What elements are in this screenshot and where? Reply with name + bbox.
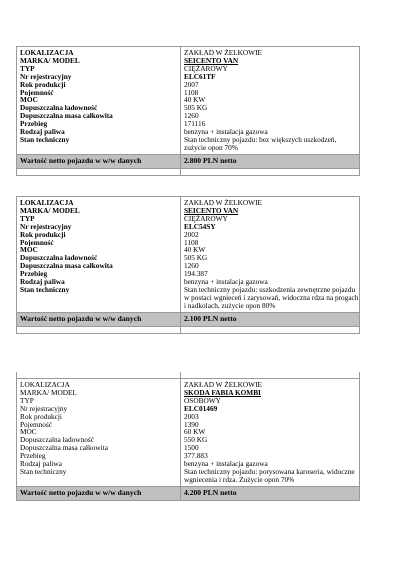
label-gross-weight: Dopuszczalna masa całkowita [20,262,113,271]
label-fuel: Rodzaj paliwa [20,460,62,468]
label-year: Rok produkcji [20,230,66,239]
vehicle-values [181,47,360,155]
total-row [17,486,360,500]
label-type: TYP [20,64,35,73]
label-registration: Nr rejestracyjny [20,72,72,81]
label-model: MARKA/ MODEL [20,206,80,215]
vehicle-details-row [17,197,360,313]
label-condition: Stan techniczny [20,467,67,476]
label-registration: Nr rejestracyjny [20,222,72,231]
value-condition: Stan techniczny pojazdu: bez większych uszkodzeń, zużycie opon 70% [184,134,337,152]
label-condition: Stan techniczny [20,285,70,294]
label-capacity: Pojemność [20,88,54,97]
value-location: ZAKŁAD W ŻELKOWIE [184,199,262,207]
value-fuel: benzyna + instalacja gazowa [184,278,268,286]
value-year: 2002 [184,230,199,239]
label-model: MARKA/ MODEL [20,56,80,65]
label-payload: Dopuszczalna ładowność [20,254,98,263]
label-capacity: Pojemność [20,238,54,247]
label-model: MARKA/ MODEL [20,388,77,397]
value-type: CIĘŻAROWY [184,214,228,223]
total-value: 2.800 PLN netto [181,154,360,168]
value-payload: 550 KG [184,436,208,445]
label-year: Rok produkcji [20,412,62,421]
value-power: 60 KW [184,428,206,437]
label-registration: Nr rejestracyjny [20,404,68,413]
label-power: MOC [20,96,38,105]
label-power: MOC [20,246,38,255]
value-type: OSOBOWY [184,396,221,405]
label-gross-weight: Dopuszczalna masa całkowita [20,444,108,453]
value-capacity: 1108 [184,88,199,97]
value-power: 40 KW [184,246,206,255]
label-condition: Stan techniczny [20,135,70,144]
value-fuel: benzyna + instalacja gazowa [184,460,268,468]
value-model: SKODA FABIA KOMBI [184,388,261,397]
value-condition: Stan techniczny pojazdu: uszkodzenia zewnętrzne pojazdu w postaci wgnieceń i zarysowań, widoczna rdza na progach i nadkolach, zużycie opon 80% [184,284,359,310]
label-mileage: Przebieg [20,120,48,129]
total-label: Wartość netto pojazdu w w/w danych [17,154,181,168]
total-row [17,154,360,168]
value-mileage: 377.883 [184,452,208,461]
total-row [17,312,360,326]
value-year: 2007 [184,80,199,89]
value-type: CIĘŻAROWY [184,64,228,73]
label-year: Rok produkcji [20,80,66,89]
label-capacity: Pojemność [20,420,53,429]
value-condition: Stan techniczny pojazdu: porysowana karoseria, widoczne wgniecenia i rdza. Zużycie opon 70% [184,466,355,484]
vehicle-labels [17,379,181,487]
total-value: 2.100 PLN netto [181,312,360,326]
value-gross-weight: 1260 [184,112,199,121]
vehicle-labels [17,47,181,155]
value-registration: ELC61TF [184,72,216,81]
spacer-row [17,168,360,175]
value-model: SEICENTO VAN [184,206,239,215]
total-label: Wartość netto pojazdu w w/w danych [17,312,181,326]
vehicle-details-row [17,47,360,155]
vehicle-values [181,197,360,313]
total-label: Wartość netto pojazdu w w/w danych [17,486,181,500]
vehicle-labels [17,197,181,313]
value-payload: 505 KG [184,254,208,263]
value-gross-weight: 1260 [184,262,199,271]
value-location: ZAKŁAD W ŻELKOWIE [184,381,262,389]
label-gross-weight: Dopuszczalna masa całkowita [20,112,113,121]
value-gross-weight: 1500 [184,444,199,453]
vehicle-details-row [17,379,360,487]
value-payload: 505 KG [184,104,208,113]
label-payload: Dopuszczalna ładowność [20,104,98,113]
spacer-row [17,326,360,333]
label-fuel: Rodzaj paliwa [20,128,65,136]
vehicle-table-3 [16,372,360,501]
label-payload: Dopuszczalna ładowność [20,436,94,445]
value-capacity: 1390 [184,420,199,429]
value-power: 40 KW [184,96,206,105]
value-model: SEICENTO VAN [184,56,239,65]
label-power: MOC [20,428,37,437]
total-value: 4.200 PLN netto [181,486,360,500]
value-location: ZAKŁAD W ŻELKOWIE [184,49,262,57]
label-location: LOKALIZACJA [20,199,74,207]
vehicle-table-2 [16,196,360,334]
value-fuel: benzyna + instalacja gazowa [184,128,268,136]
label-type: TYP [20,396,34,405]
value-year: 2003 [184,412,199,421]
label-mileage: Przebieg [20,270,48,279]
label-type: TYP [20,214,35,223]
label-location: LOKALIZACJA [20,49,74,57]
vehicle-table-1 [16,46,360,176]
value-registration: ELC54SY [184,222,216,231]
label-fuel: Rodzaj paliwa [20,278,65,286]
vehicle-values [181,379,360,487]
label-mileage: Przebieg [20,452,46,461]
label-location: LOKALIZACJA [20,381,70,389]
value-capacity: 1108 [184,238,199,247]
value-registration: ELC01469 [184,404,218,413]
value-mileage: 194.387 [184,270,208,279]
value-mileage: 171116 [184,120,206,129]
